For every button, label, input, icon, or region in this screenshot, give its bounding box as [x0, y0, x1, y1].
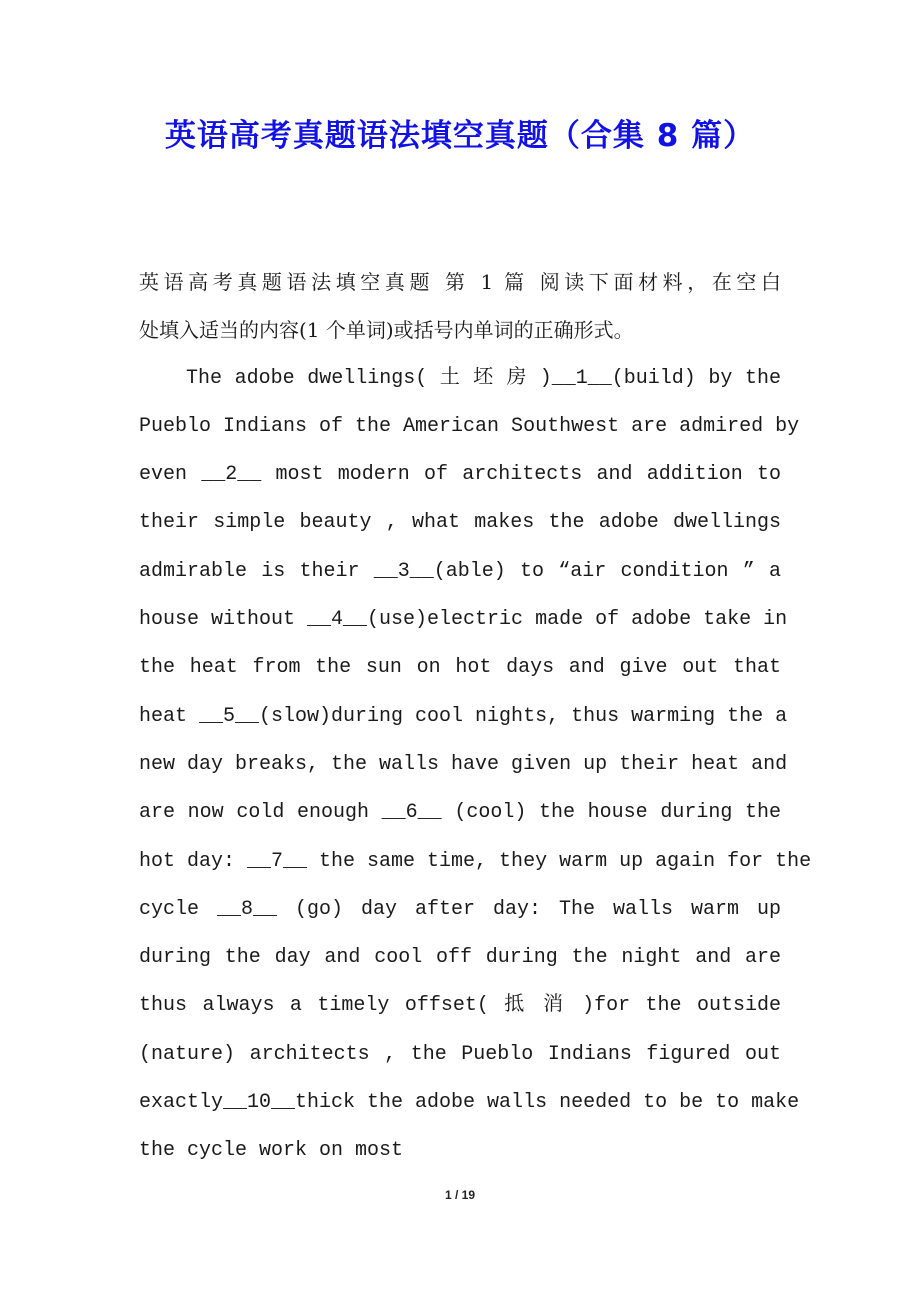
text-line: thus always a timely offset( 抵 消 )for the outside [139, 994, 781, 1018]
document-body [139, 262, 812, 1180]
text-line: 英语高考真题语法填空真题 第 1 篇 阅读下面材料，在空白 [139, 270, 781, 294]
text-line: house without __4__(use)electric made of adobe take in [139, 608, 788, 632]
page-number: 1 / 19 [444, 1188, 476, 1202]
text-line: the cycle work on most [139, 1139, 404, 1163]
text-line: The adobe dwellings( 土 坯 房 )__1__(build) by the [186, 366, 781, 390]
text-line: cycle __8__ (go) day after day: The walls warm up [139, 897, 781, 921]
text-line: new day breaks, the walls have given up their heat and [139, 752, 788, 776]
text-line: heat __5__(slow)during cool nights, thus warming the a [139, 704, 788, 728]
text-line: (nature) architects , the Pueblo Indians figured out [139, 1042, 781, 1066]
text-line: even __2__ most modern of architects and addition to [139, 463, 781, 487]
text-line: are now cold enough __6__ (cool) the house during the [139, 801, 781, 825]
text-line: their simple beauty , what makes the adobe dwellings [139, 511, 781, 535]
text-line: admirable is their __3__(able) to “air condition ” a [139, 559, 781, 583]
text-line: Pueblo Indians of the American Southwest are admired by [139, 414, 800, 438]
text-line: 处填入适当的内容(1 个单词)或括号内单词的正确形式。 [139, 318, 634, 343]
text-line: the heat from the sun on hot days and give out that [139, 656, 781, 680]
text-line: exactly__10__thick the adobe walls needed to be to make [139, 1091, 800, 1115]
text-line: hot day: __7__ the same time, they warm up again for the [139, 849, 812, 873]
text-line: during the day and cool off during the night and are [139, 946, 781, 970]
document-title: 英语高考真题语法填空真题（合集 8 篇） [164, 118, 756, 154]
